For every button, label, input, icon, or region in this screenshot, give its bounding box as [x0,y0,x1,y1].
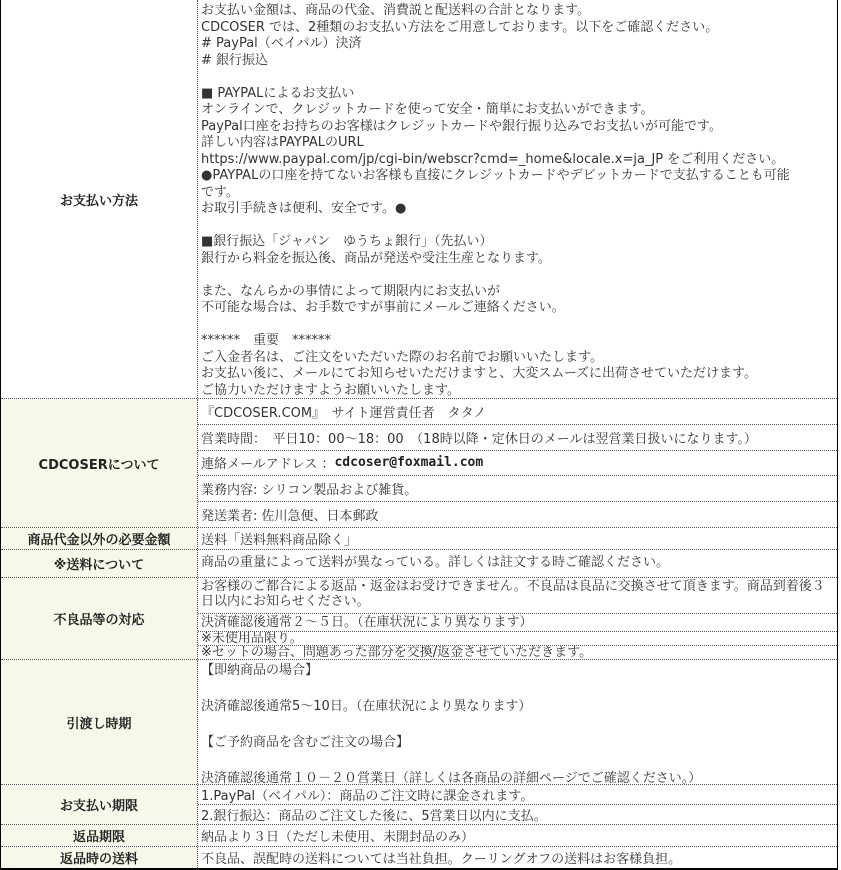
in-stock-heading: 【即納商品の場合】 [201,663,319,678]
text-line: 詳しい内容はPAYPALのURL [201,135,364,150]
row-payment-method [1,0,837,398]
contact-email-text: cdcoser@foxmail.com [334,455,484,471]
text-line: 決済確認後通常5～10日。（在庫状況により異なります） [201,699,532,714]
bank-transfer-heading: ■銀行振込「ジャパン ゆうちょ銀行」（先払い） [201,234,493,249]
text-line: また、なんらかの事情によって期限内にお支払いが [201,283,501,299]
text-line: CDCOSER では、2種類のお支払い方法をご用意しております。以下をご確認ください。 [201,19,719,35]
contact-email-label: 連絡メールアドレス ： [201,457,335,473]
row-return-shipping [1,846,837,868]
text-line: です。 [201,184,239,200]
defective-policy-text: お客様のご都合による返品・返金はお受けできません。不良品は良品に交換させて頂きます。商品到着後３日以内にお知らせください。 [198,578,837,614]
paypal-section-heading: ■ PAYPALによるお支払い [201,85,355,101]
text-line: ご協力いただけますようお願いいたします。 [201,382,460,398]
text-line: 不可能な場合は、お手数ですが事前にメールご連絡ください。 [201,300,565,315]
blank-line [201,317,833,334]
shipping-note-content [198,550,837,577]
text-line: お取引手続きは便利、安全です。● [201,201,407,216]
payment-deadline-content [198,785,837,824]
bank-deadline-text: 2.銀行振込：商品のご注文した後に、5営業日以内に支払。 [201,809,547,824]
text-line: PayPal口座をお持ちのお客様はクレジットカードや銀行振り込みでお支払いが可能です。 [201,118,722,134]
row-payment-deadline [1,784,837,824]
preorder-heading: 【ご予約商品を含むご注文の場合】 [201,735,410,750]
text-line: オンラインで、クレジットカードを使って安全・簡単にお支払いができます。 [201,102,654,117]
extra-fees-content [198,528,837,549]
header-defective-items: 不良品等の対応 [1,578,198,659]
row-about-cdcoser [1,398,837,527]
return-shipping-content [198,847,837,868]
business-description-cell: 業務内容: シリコン製品および雑貨。 [198,476,837,502]
row-defective-items [1,577,837,659]
header-about-cdcoser: CDCOSERについて [1,399,198,527]
header-shipping-note: ※送料について [1,550,198,577]
blank-line [201,69,833,86]
row-shipping-note [1,549,837,577]
return-deadline-text: 納品より３日（ただし未使用、未開封品のみ） [201,830,475,845]
text-line: お支払い後に、メールにてお知らせいただけますと、大変スムーズに出荷させていただけます。 [201,366,758,381]
blank-line [201,716,833,734]
text-line: # PayPal（ベイパル）決済 [201,36,362,51]
header-extra-fees: 商品代金以外の必要金額 [1,528,198,549]
return-deadline-content [198,825,837,846]
shipping-carrier-cell: 発送業者: 佐川急便、日本郵政 [201,509,379,525]
about-content [198,399,837,527]
blank-line [201,680,833,698]
defective-unused-only-text: ※未使用品限り。 [198,632,837,646]
paypal-deadline-text: 1.PayPal（ベイパル）：商品のご注文時に課金されます。 [198,785,837,805]
header-payment-deadline: お支払い期限 [1,785,198,824]
payment-method-content [198,0,837,398]
defective-set-policy-text: ※セットの場合、問題あった部分を交換/返金させていただきます。 [201,646,593,659]
text-line: ご入金者名は、ご注文をいただいた際のお名前でお願いいたします。 [201,349,603,365]
blank-line [201,218,833,235]
important-notice-heading: ****** 重要 ****** [201,333,332,348]
defective-items-content [198,578,837,659]
text-line: 銀行から料金を振込後、商品が発送や受注生産となります。 [201,250,551,266]
delivery-time-content [198,660,837,784]
text-line: 決済確認後通常１０－２０営業日（詳しくは各商品の詳細ページでご確認ください。） [201,771,702,786]
business-hours-cell: 営業時間： 平日10：00～18：00 （18時以降・定休日のメールは翌営業日扱いになります。） [198,425,837,451]
shipping-note-text: 商品の重量によって送料が異なっている。詳しくは註文する時ご確認ください。 [201,555,670,570]
return-shipping-text: 不良品、誤配時の送料については当社負担。クーリングオフの送料はお客様負担。 [201,852,682,867]
row-delivery-time [1,659,837,784]
blank-line [201,267,833,284]
contact-email-cell [198,451,837,477]
text-line: # 銀行振込 [201,52,269,68]
defective-exchange-time-text: 決済確認後通常２～５日。（在庫状況により異なります） [198,614,837,632]
paypal-url-text: https://www.paypal.com/jp/cgi-bin/webscr?cmd=_home&locale.x=ja_JP をご利用ください。 [201,151,785,167]
blank-line [201,752,833,770]
header-payment-method: お支払い方法 [1,0,198,398]
site-operator-cell: 『CDCOSER.COM』 サイト運営責任者 タタノ [198,399,837,425]
header-delivery-time: 引渡し時期 [1,660,198,784]
extra-fees-text: 送料「送料無料商品除く」 [201,533,358,548]
text-line: ●PAYPALの口座を持てないお客様も直接にクレジットカードやデビットカードで支払することも可能 [201,168,790,183]
header-return-deadline: 返品期限 [1,825,198,846]
text-line: お支払い金額は、商品の代金、消費説と配送料の合計となります。 [201,3,590,18]
row-return-deadline [1,824,837,846]
row-extra-fees [1,527,837,549]
header-return-shipping: 返品時の送料 [1,847,198,868]
